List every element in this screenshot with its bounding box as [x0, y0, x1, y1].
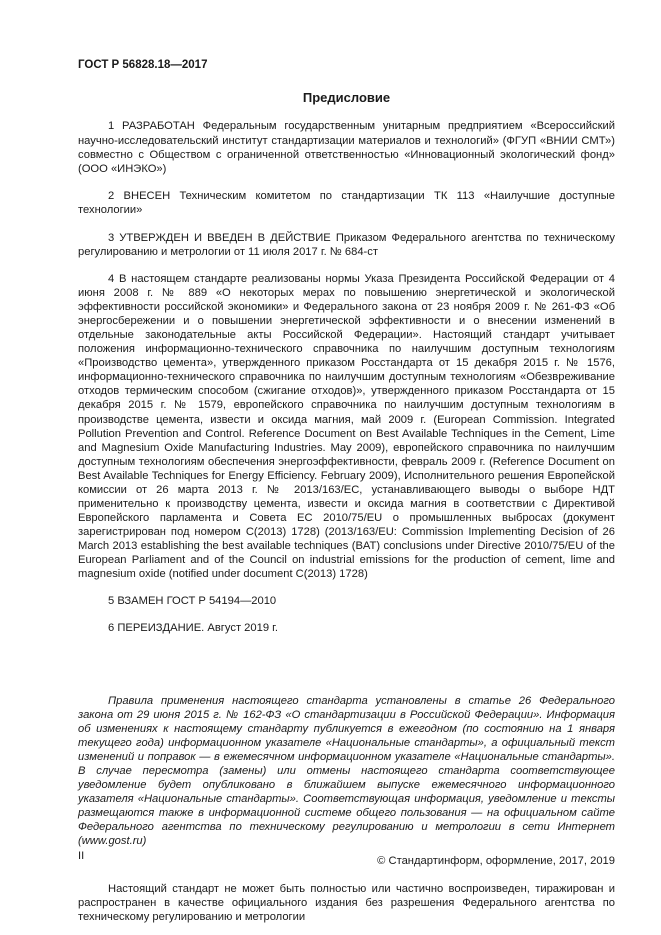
paragraph-approved: 3 УТВЕРЖДЕН И ВВЕДЕН В ДЕЙСТВИЕ Приказом Федерального агентства по техническому регулированию и метрологии от 11 июля 2017 г. № 684-ст	[78, 231, 615, 258]
application-rules-notice: Правила применения настоящего стандарта установлены в статье 26 Федерального закона от 29 июня 2015 г. № 162-ФЗ «О стандартизации в Российской Федерации». Информация об изменениях к настоящему стандарту публикуется в ежегодном (по состоянию на 1 января текущего года) информационном указателе «Национальные стандарты», а официальный текст изменений и поправок — в ежемесячном информационном указателе «Национальные стандарты». В случае пересмотра (замены) или отмены настоящего стандарта соответствующее уведомление будет опубликовано в ближайшем выпуске ежемесячного информационного указателя «Национальные стандарты». Соответствующая информация, уведомление и тексты размещаются также в информационной системе общего пользования — на официальном сайте Федерального агентства по техническому регулированию и метрологии в сети Интернет (www.gost.ru)	[78, 695, 615, 848]
document-code: ГОСТ Р 56828.18—2017	[78, 59, 208, 71]
spacer	[78, 648, 615, 694]
section-title: Предисловие	[302, 90, 391, 106]
paragraph-replaces: 5 ВЗАМЕН ГОСТ Р 54194—2010	[108, 595, 277, 608]
paragraph-norms: 4 В настоящем стандарте реализованы нормы Указа Президента Российской Федерации от 4 июня 2008 г. № 889 «О некоторых мерах по повышению энергетической и экологической эффективности российской экономики» и Федерального закона от 23 ноября 2009 г. № 261-ФЗ «Об энергосбережении и о повышении энергетической эффективности и о внесении изменений в отдельные законодательные акты Российской Федерации». Настоящий стандарт учитывает положения информационно-технического справочника по наилучшим доступным технологиям «Производство цемента», утвержденного приказом Росстандарта от 15 декабря 2015 г. № 1576, информационно-технического справочника по наилучшим доступным технологиям «Обезвреживание отходов термическим способом (сжигание отходов)», утвержденного приказом Росстандарта от 15 декабря 2015 г. № 1579, европейского справочника по наилучшим доступным технологиям в производстве цемента, извести и оксида магния, май 2009 г. (European Commission. Integrated Pollution Prevention and Control. Reference Document on Best Available Techniques in the Cement, Lime and Magnesium Oxide Manufacturing Industries. May 2009), европейского справочника по наилучшим доступным технологиям обеспечения энергоэффективности, февраль 2009 г. (Reference Document on Best Available Techniques for Energy Efficiency. February 2009), Исполнительного решения Европейской комиссии от 26 марта 2013 г. № 2013/163/EC, устанавливающего выводы о выборе НДТ применительно к производству цемента, извести и оксида магния в соответствии с Директивой Европейского парламента и Совета ЕС 2010/75/EU о промышленных выбросах (документ зарегистрирован под номером C(2013) 1728) (2013/163/EU: Commission Implementing Decision of 26 March 2013 establishing the best available techniques (BAT) conclusions under Directive 2010/75/EU of the European Parliament and of the Council on industrial emissions for the production of cement, lime and magnesium oxide (notified under document C(2013) 1728)	[78, 273, 615, 581]
page-number: II	[78, 850, 85, 862]
paragraph-reissue: 6 ПЕРЕИЗДАНИЕ. Август 2019 г.	[108, 622, 278, 635]
copyright-line: © Стандартинформ, оформление, 2017, 2019	[377, 855, 615, 868]
reproduction-restriction: Настоящий стандарт не может быть полностью или частично воспроизведен, тиражирован и распространен в качестве официального издания без разрешения Федерального агентства по техническому регулированию и метрологии	[78, 882, 615, 924]
paragraph-introduced: 2 ВНЕСЕН Техническим комитетом по стандартизации ТК 113 «Наилучшие доступные технологии»	[78, 190, 615, 217]
paragraph-developed: 1 РАЗРАБОТАН Федеральным государственным унитарным предприятием «Всероссийский научно-исследовательский институт стандартизации материалов и технологий» (ФГУП «ВНИИ СМТ») совместно с Обществом с ограниченной ответственностью «Инновационный экологический фонд» (ООО «ИНЭКО»)	[78, 120, 615, 176]
